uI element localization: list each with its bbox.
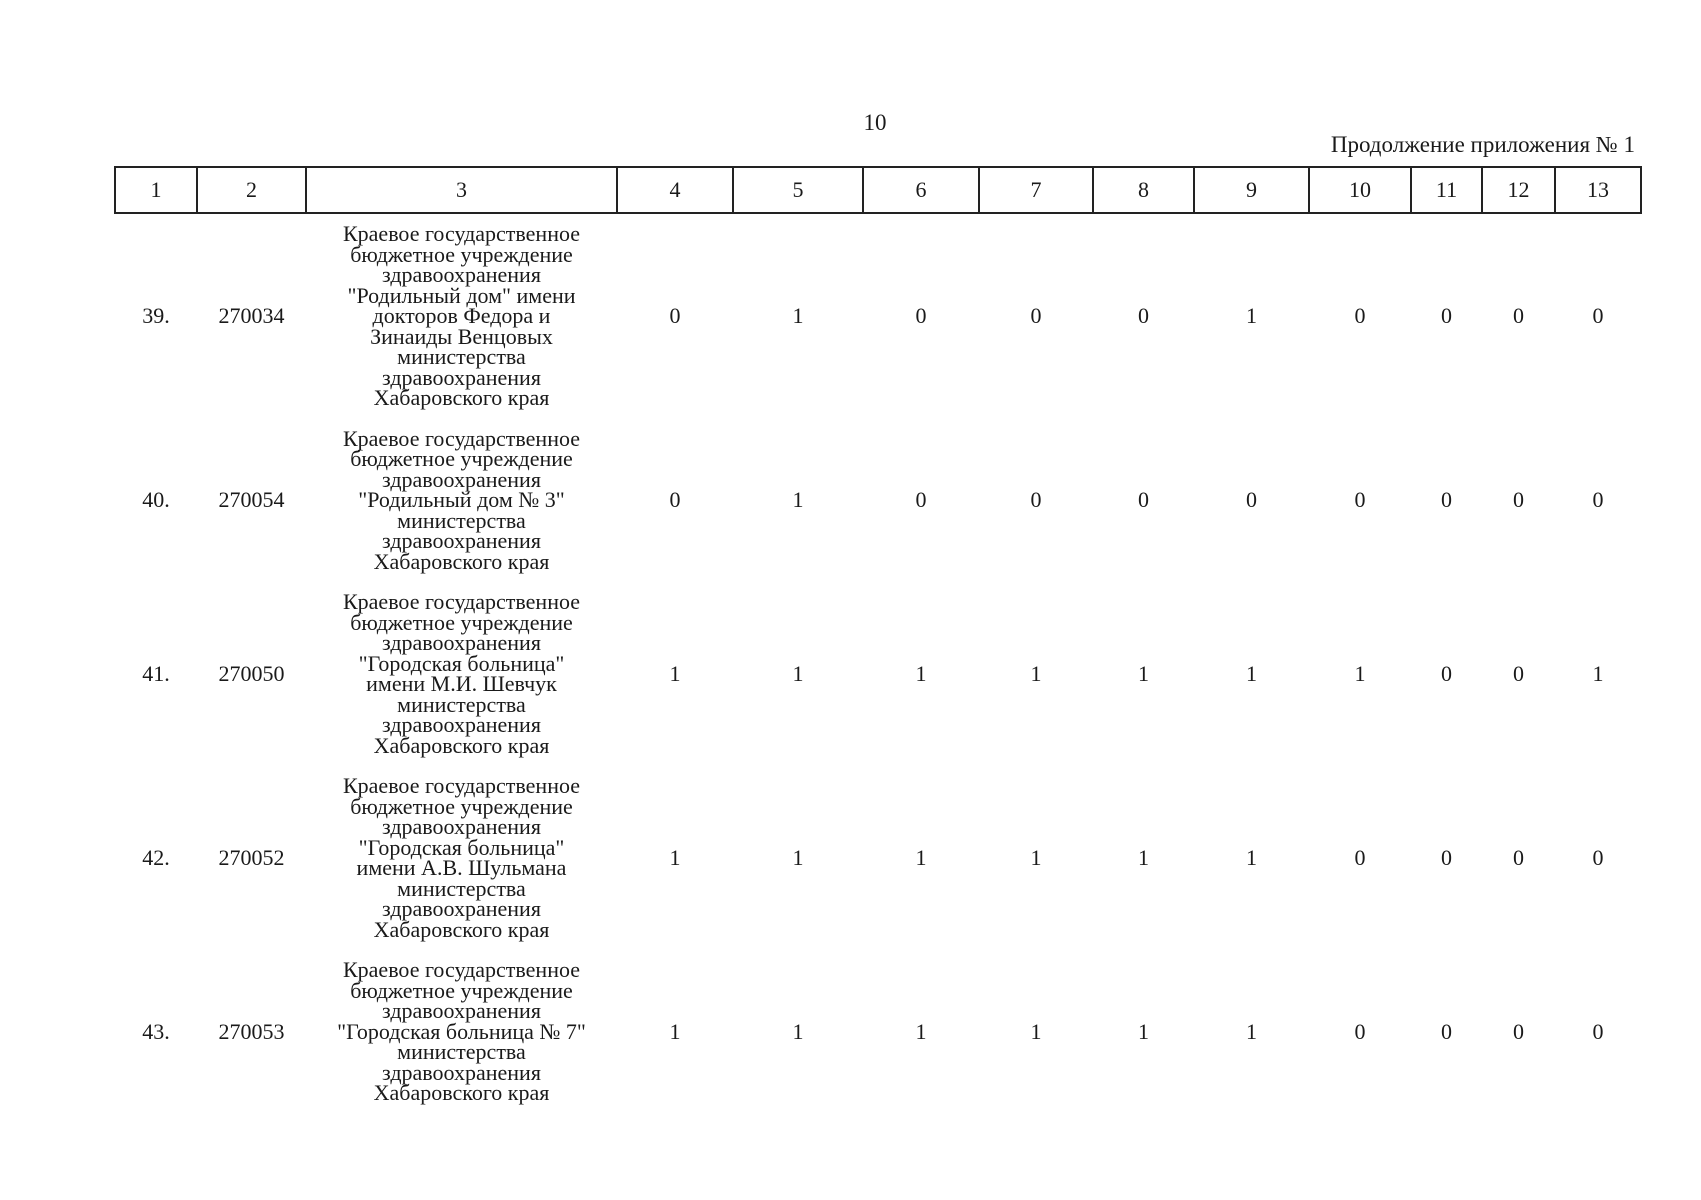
value-cell: 0 — [1354, 487, 1366, 513]
value-cell: 0 — [1513, 303, 1524, 329]
institution-code: 270052 — [218, 845, 285, 870]
value-cell: 0 — [1513, 845, 1524, 870]
value-cell: 0 — [1513, 1018, 1524, 1044]
value-cell: 1 — [915, 1018, 927, 1044]
header-col-1: 1 — [115, 167, 197, 213]
value-cell: 0 — [1592, 1018, 1604, 1044]
row-number: 41. — [142, 661, 170, 686]
table-row — [115, 950, 1641, 1114]
institution-name: Краевое государственное бюджетное учреждение здравоохранения "Городская больница № 7" министерства здравоохранения Хабаровского края — [337, 957, 586, 1105]
page-number: 10 — [863, 110, 887, 135]
value-cell: 1 — [669, 1018, 681, 1044]
header-col-3: 3 — [306, 167, 617, 213]
header-row — [115, 167, 1641, 213]
value-cell: 0 — [1441, 487, 1452, 513]
value-cell: 0 — [1354, 1018, 1366, 1044]
value-cell: 1 — [792, 1018, 804, 1044]
value-cell: 0 — [1138, 487, 1149, 513]
value-cell: 0 — [669, 303, 681, 329]
value-cell: 0 — [1030, 303, 1042, 329]
value-cell: 0 — [1354, 303, 1366, 329]
value-cell: 1 — [792, 303, 804, 329]
header-col-12: 12 — [1482, 167, 1555, 213]
institution-code: 270054 — [218, 487, 285, 513]
value-cell: 1 — [1246, 1018, 1257, 1044]
value-cell: 1 — [1138, 845, 1149, 870]
table-row — [115, 766, 1641, 950]
value-cell: 1 — [1246, 303, 1257, 329]
institution-name: Краевое государственное бюджетное учреждение здравоохранения "Городская больница" имени А.В. Шульмана министерства здравоохранения Хабаровского края — [342, 773, 581, 942]
row-number: 42. — [142, 845, 170, 870]
row-number: 43. — [142, 1018, 170, 1044]
value-cell: 0 — [1354, 845, 1366, 870]
institution-name: Краевое государственное бюджетное учреждение здравоохранения "Родильный дом" имени докторов Федора и Зинаиды Венцовых министерства здравоохранения Хабаровского края — [342, 221, 581, 410]
header-col-8: 8 — [1093, 167, 1194, 213]
value-cell: 1 — [1030, 661, 1042, 686]
table-row — [115, 582, 1641, 766]
value-cell: 0 — [1592, 845, 1604, 870]
institution-code: 270034 — [218, 303, 285, 329]
table-header — [115, 167, 1641, 213]
value-cell: 1 — [669, 845, 681, 870]
value-cell: 1 — [1030, 1018, 1042, 1044]
value-cell: 1 — [669, 661, 681, 686]
value-cell: 0 — [1246, 487, 1257, 513]
institution-name: Краевое государственное бюджетное учреждение здравоохранения "Родильный дом № 3" министерства здравоохранения Хабаровского края — [342, 425, 581, 574]
row-number: 39. — [142, 303, 170, 329]
value-cell: 0 — [1592, 487, 1604, 513]
table-body — [115, 213, 1641, 1114]
value-cell: 1 — [1246, 661, 1257, 686]
value-cell: 1 — [1030, 845, 1042, 870]
register-table — [114, 166, 1642, 1114]
value-cell: 1 — [1138, 661, 1149, 686]
value-cell: 1 — [915, 845, 927, 870]
header-col-7: 7 — [979, 167, 1093, 213]
value-cell: 0 — [1030, 487, 1042, 513]
value-cell: 0 — [1441, 1018, 1452, 1044]
value-cell: 0 — [1441, 661, 1452, 686]
value-cell: 1 — [915, 661, 927, 686]
institution-code: 270050 — [218, 661, 285, 686]
value-cell: 1 — [1592, 661, 1604, 686]
value-cell: 0 — [1513, 487, 1524, 513]
header-col-4: 4 — [617, 167, 733, 213]
value-cell: 0 — [669, 487, 681, 513]
institution-name: Краевое государственное бюджетное учреждение здравоохранения "Городская больница" имени М.И. Шевчук министерства здравоохранения Хабаровского края — [342, 589, 581, 758]
value-cell: 1 — [792, 487, 804, 513]
header-col-2: 2 — [197, 167, 306, 213]
header-col-13: 13 — [1555, 167, 1641, 213]
value-cell: 0 — [1513, 661, 1524, 686]
value-cell: 1 — [1354, 661, 1366, 686]
value-cell: 0 — [1592, 303, 1604, 329]
header-col-9: 9 — [1194, 167, 1309, 213]
header-col-6: 6 — [863, 167, 979, 213]
value-cell: 0 — [915, 487, 927, 513]
value-cell: 1 — [792, 845, 804, 870]
row-number: 40. — [142, 487, 170, 513]
table-row — [115, 213, 1641, 419]
value-cell: 0 — [1441, 845, 1452, 870]
header-col-10: 10 — [1309, 167, 1411, 213]
continuation-label: Продолжение приложения № 1 — [1330, 132, 1635, 157]
value-cell: 1 — [792, 661, 804, 686]
value-cell: 0 — [1138, 303, 1149, 329]
header-col-5: 5 — [733, 167, 863, 213]
value-cell: 0 — [1441, 303, 1452, 329]
header-col-11: 11 — [1411, 167, 1482, 213]
table-row — [115, 419, 1641, 583]
value-cell: 1 — [1138, 1018, 1149, 1044]
value-cell: 0 — [915, 303, 927, 329]
institution-code: 270053 — [218, 1018, 285, 1044]
value-cell: 1 — [1246, 845, 1257, 870]
